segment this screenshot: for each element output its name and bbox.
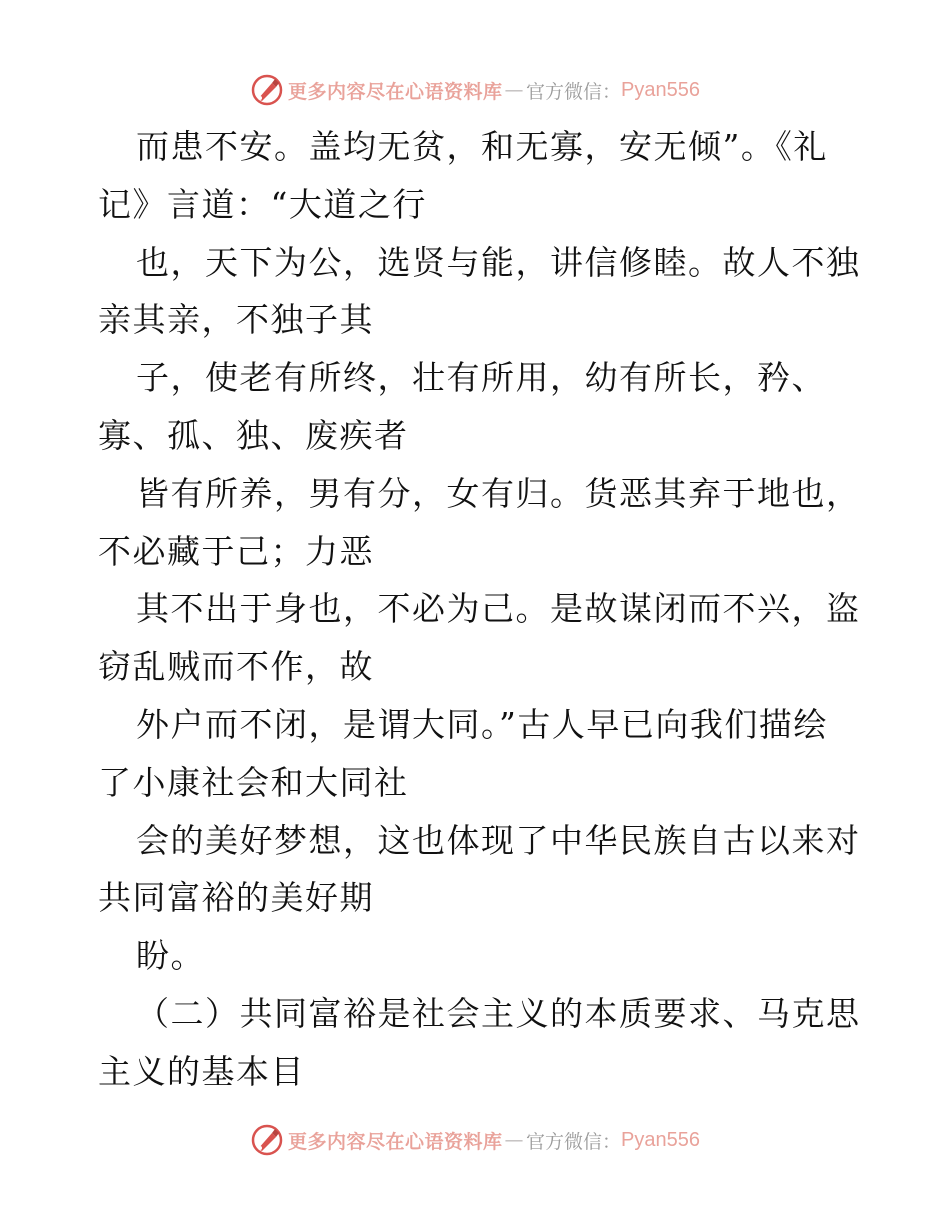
watermark-id: Pyan556 — [621, 1128, 700, 1151]
text-line: 其不出于身也，不必为己。是故谋闭而不兴，盗 — [136, 589, 861, 629]
text-line: 主义的基本目 — [98, 1051, 305, 1091]
footer-watermark — [0, 1120, 950, 1160]
text-line: 外户而不闭，是谓大同。”古人早已向我们描绘 — [136, 704, 828, 744]
text-line: 寡、孤、独、废疾者 — [98, 415, 409, 455]
watermark-main-text: 更多内容尽在心语资料库 — [288, 80, 503, 103]
watermark-sub-text: 官方微信： — [526, 1130, 622, 1153]
watermark-main-text: 更多内容尽在心语资料库 — [288, 1130, 503, 1153]
text-line: 记》言道：“大道之行 — [98, 184, 427, 224]
text-line: 会的美好梦想，这也体现了中华民族自古以来对 — [136, 820, 861, 860]
text-line: 也，天下为公，选贤与能，讲信修睦。故人不独 — [136, 242, 861, 282]
watermark-dash: — — [504, 1129, 525, 1151]
pen-logo-icon — [250, 73, 284, 107]
watermark-dash: — — [504, 79, 525, 101]
text-line: 而患不安。盖均无贫，和无寡，安无倾”。《礼 — [136, 127, 828, 166]
text-line: 不必藏于己；力恶 — [98, 531, 374, 571]
text-line: 窃乱贼而不作，故 — [98, 647, 374, 687]
text-line: 盼。 — [136, 936, 205, 976]
text-line: 共同富裕的美好期 — [98, 878, 374, 918]
text-line: 亲其亲，不独子其 — [98, 300, 374, 340]
text-line: 了小康社会和大同社 — [98, 762, 409, 802]
text-line: 子，使老有所终，壮有所用，幼有所长，矜、 — [136, 358, 826, 398]
pen-logo-icon — [250, 1123, 284, 1157]
watermark-sub-text: 官方微信： — [526, 80, 622, 103]
text-line: （二）共同富裕是社会主义的本质要求、马克思 — [136, 993, 861, 1033]
document-body — [98, 118, 861, 1101]
watermark-id: Pyan556 — [621, 78, 700, 101]
header-watermark — [0, 70, 950, 110]
text-line: 皆有所养，男有分，女有归。货恶其弃于地也， — [136, 473, 861, 513]
